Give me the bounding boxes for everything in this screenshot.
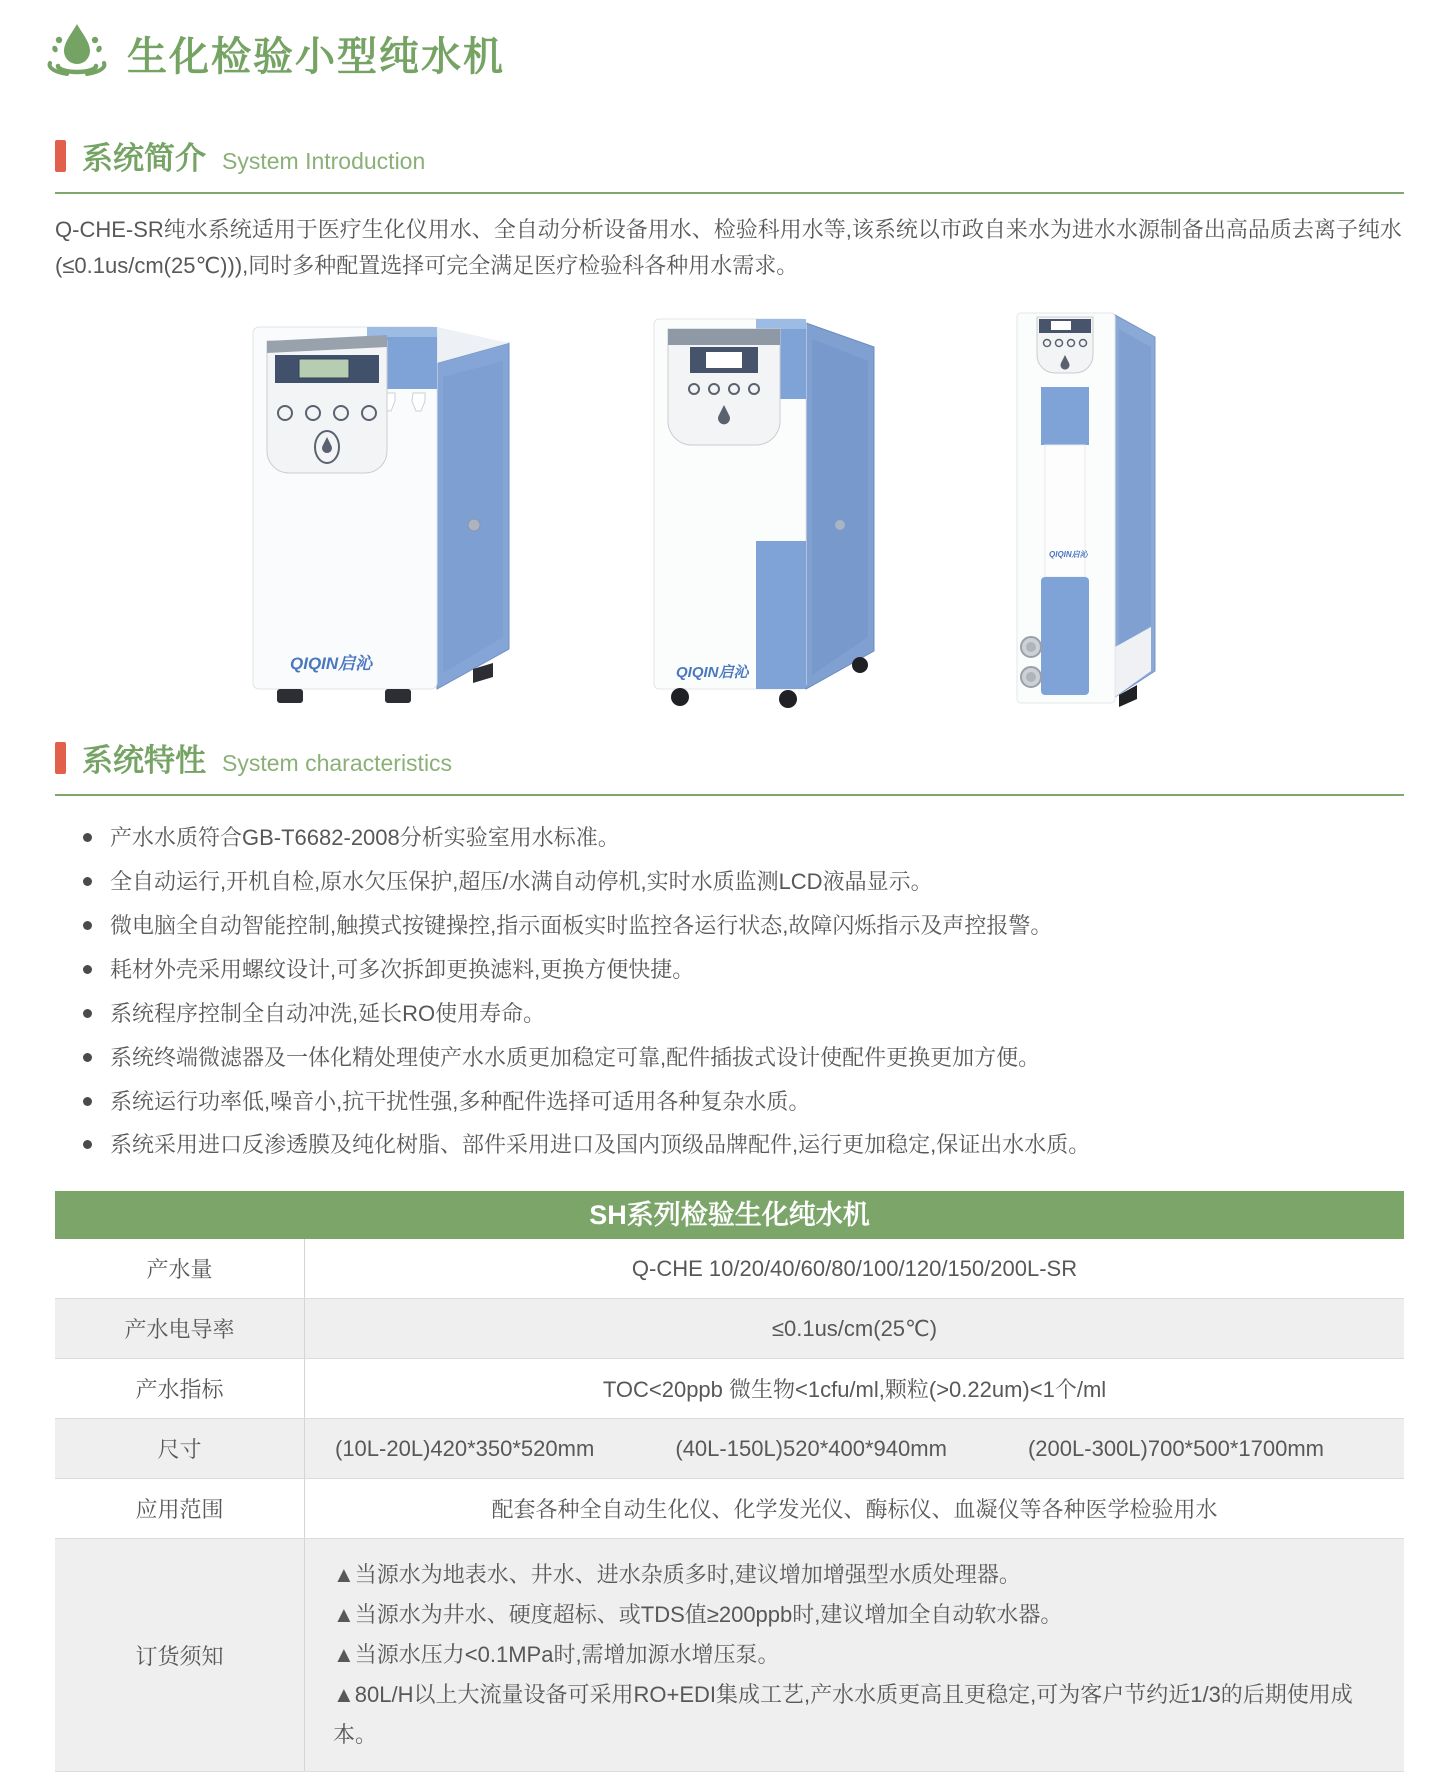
feature-list [55,822,1404,1161]
row-label: 尺寸 [55,1419,305,1478]
row-label: 应用范围 [55,1479,305,1538]
section-divider [55,794,1404,796]
feature-text: 微电脑全自动智能控制,触摸式按键操控,指示面板实时监控各运行状态,故障闪烁指示及声控报警。 [110,913,1053,939]
feature-item [83,866,1404,898]
feature-item [83,998,1404,1030]
spec-table-title: SH系列检验生化纯水机 [55,1191,1404,1239]
feature-item [83,822,1404,854]
section-title-zh: 系统特性 [82,743,206,779]
section-title-en: System characteristics [222,750,453,777]
brand-logo: QIQIN启沁 [676,664,749,682]
product-photo-benchtop [235,297,535,722]
bullet-dot [83,1097,92,1106]
section-header-introduction [55,133,1404,178]
row-value: ≤0.1us/cm(25℃) [771,1315,938,1341]
brand-logo: QIQIN启沁 [1049,550,1088,560]
bullet-dot [83,877,92,886]
water-drop-icon [45,20,109,87]
feature-text: 系统程序控制全自动冲洗,延长RO使用寿命。 [110,1000,546,1026]
bullet-dot [83,1053,92,1062]
feature-text: 全自动运行,开机自检,原水欠压保护,超压/水满自动停机,实时水质监测LCD液晶显示。 [110,869,933,895]
product-photos [55,289,1404,721]
row-value: 配套各种全自动生化仪、化学发光仪、酶标仪、血凝仪等各种医学检验用水 [491,1497,1218,1523]
table-row-application [55,1479,1404,1539]
feature-text: 系统运行功率低,噪音小,抗干扰性强,多种配件选择可适用各种复杂水质。 [110,1088,811,1114]
section-title-en: System Introduction [222,148,426,174]
section-accent-bar [55,140,66,172]
table-row-dimensions [55,1419,1404,1479]
bullet-dot [83,1140,92,1149]
feature-text: 系统采用进口反渗透膜及纯化树脂、部件采用进口及国内顶级品牌配件,运行更加稳定,保证出水水质。 [110,1132,1091,1158]
spec-table [55,1191,1404,1772]
dimension-value: (200L-300L)700*500*1700mm [1027,1435,1324,1461]
section-divider [55,192,1404,194]
feature-item [83,1086,1404,1118]
bullet-dot [83,833,92,842]
feature-item [83,954,1404,986]
bullet-dot [83,921,92,930]
section-title-zh: 系统简介 [82,141,206,176]
ordering-note: ▲当源水压力<0.1MPa时,需增加源水增压泵。 [333,1642,780,1668]
bullet-dot [83,965,92,974]
introduction-paragraph: Q-CHE-SR纯水系统适用于医疗生化仪用水、全自动分析设备用水、检验科用水等,该系统以市政自来水为进水水源制备出高品质去离子纯水(≤0.1us/cm(25℃))),同时多种配置选择可完全满足医疗检验科各种用水需求。 [55,217,1402,278]
feature-text: 耗材外壳采用螺纹设计,可多次拆卸更换滤料,更换方便快捷。 [110,956,695,982]
feature-item [83,1129,1404,1161]
page-title: 生化检验小型纯水机 [127,35,505,79]
row-label: 产水指标 [55,1359,305,1418]
table-row-quality [55,1359,1404,1419]
row-value: Q-CHE 10/20/40/60/80/100/120/150/200L-SR [631,1255,1078,1281]
feature-text: 系统终端微滤器及一体化精处理使产水水质更加稳定可靠,配件插拔式设计使配件更换更加方便。 [110,1044,1041,1070]
product-photo-floor-standing [638,293,898,718]
brand-logo: QIQIN启沁 [290,654,373,674]
table-row-capacity [55,1239,1404,1299]
row-label: 产水量 [55,1239,305,1298]
ordering-note: ▲80L/H以上大流量设备可采用RO+EDI集成工艺,产水水质更高且更稳定,可为客户节约近1/3的后期使用成本。 [333,1682,1353,1748]
page-header [0,0,1452,87]
section-accent-bar [55,742,66,774]
bullet-dot [83,1009,92,1018]
feature-text: 产水水质符合GB-T6682-2008分析实验室用水标准。 [110,825,620,851]
ordering-note: ▲当源水为井水、硬度超标、或TDS值≥200ppb时,建议增加全自动软水器。 [333,1602,1063,1628]
row-value [305,1419,1404,1478]
row-value: TOC<20ppb 微生物<1cfu/ml,颗粒(>0.22um)<1个/ml [602,1377,1107,1403]
dimension-value: (10L-20L)420*350*520mm [335,1435,595,1461]
row-label: 订货须知 [55,1539,305,1771]
section-header-characteristics [55,735,1404,780]
product-photo-tower [1003,295,1178,718]
feature-item [83,910,1404,942]
table-row-conductivity [55,1299,1404,1359]
feature-item [83,1042,1404,1074]
ordering-note: ▲当源水为地表水、井水、进水杂质多时,建议增加增强型水质处理器。 [333,1562,1021,1588]
dimension-value: (40L-150L)520*400*940mm [675,1435,947,1461]
row-label: 产水电导率 [55,1299,305,1358]
row-value [305,1539,1404,1771]
table-row-ordering [55,1539,1404,1772]
